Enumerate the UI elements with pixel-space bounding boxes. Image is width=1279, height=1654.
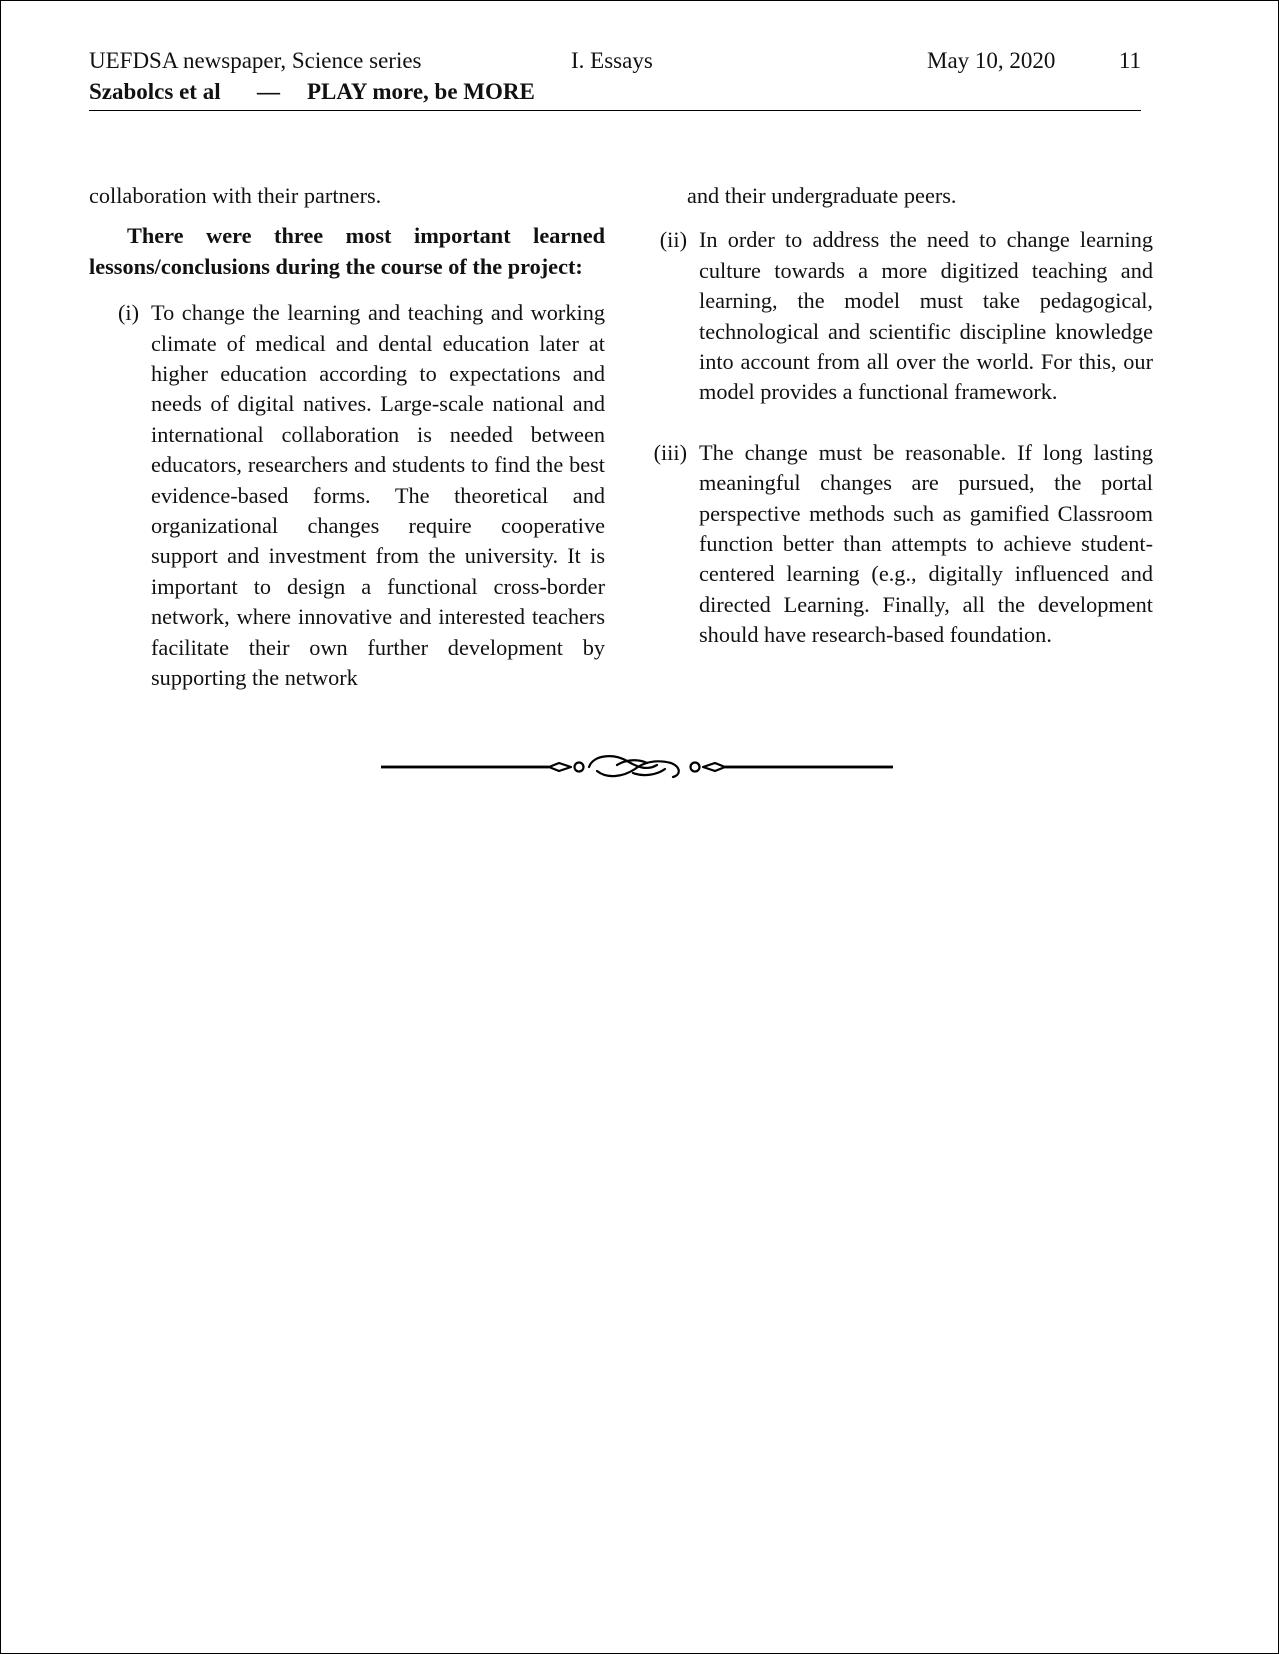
list-text-iii: The change must be reasonable. If long lasting meaningful changes are pursued, the portal perspective methods such as gamified Classroom function better than attempts to achieve student-centered learning (e.g., digitally influenced and directed Learning. Finally, all the development should have research-based foundation.	[699, 439, 1153, 648]
list-text-ii: In order to address the need to change learning culture towards a more digitized teaching and learning, the model must take pedagogical, technological and scientific discipline knowledge into account from all over the world. For this, our model provides a functional framework.	[699, 227, 1153, 405]
list-item-ii	[637, 225, 1153, 407]
article-title: PLAY more, be MORE	[307, 79, 535, 104]
running-header	[89, 45, 1141, 111]
page-number: 11	[1118, 48, 1141, 73]
left-column	[89, 181, 605, 694]
list-item-i	[89, 298, 605, 693]
list-text-i-continuation: and their undergraduate peers.	[687, 183, 957, 208]
header-separator: —	[257, 79, 280, 104]
fleuron-divider-icon	[381, 749, 893, 785]
right-column	[637, 181, 1153, 651]
header-top-row	[89, 45, 1141, 76]
list-label-iii: (iii)	[653, 439, 687, 465]
list-item-iii	[637, 438, 1153, 651]
list-text-i: To change the learning and teaching and working climate of medical and dental education later at higher education according to expectations and needs of digital natives. Large-scale national and international collaboration is needed between educators, researchers and students to find the best evidence-based forms. The theoretical and organizational changes require cooperative support and investment from the university. It is important to design a functional cross-border network, where innovative and interested teachers facilitate their own further development by supporting the network	[151, 300, 605, 691]
publication-series: UEFDSA newspaper, Science series	[89, 48, 422, 73]
list-label-ii: (ii)	[659, 227, 687, 253]
continued-paragraph: collaboration with their partners.	[89, 183, 382, 208]
section-name: I. Essays	[571, 48, 653, 73]
article-authors: Szabolcs et al	[89, 79, 221, 104]
lessons-heading: There were three most important learned lessons/conclusions during the course of the project:	[89, 223, 605, 279]
list-label-i: (i)	[117, 300, 139, 326]
header-bottom-row	[89, 76, 1141, 107]
issue-date: May 10, 2020	[927, 48, 1056, 73]
